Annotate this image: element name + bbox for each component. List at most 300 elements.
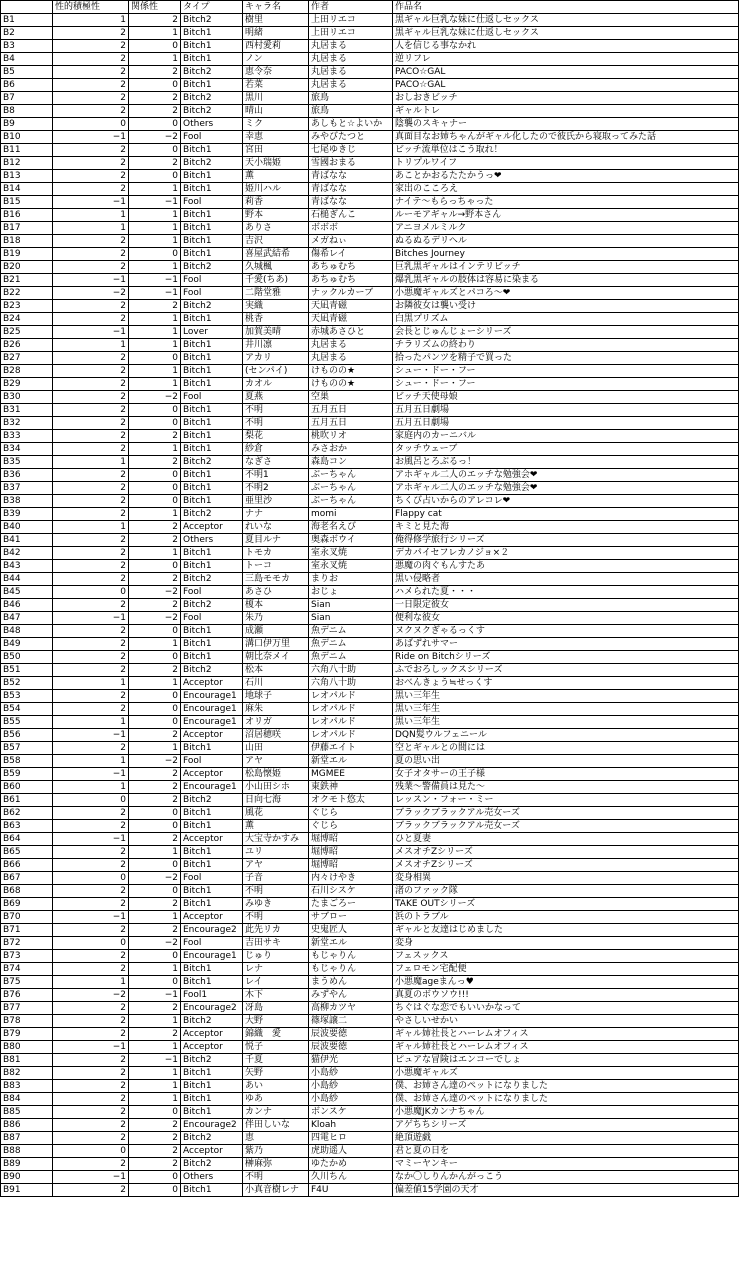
- cell-sexual-activeness[interactable]: 1: [53, 521, 129, 534]
- cell-relationship[interactable]: 1: [129, 339, 181, 352]
- cell-character-name[interactable]: 大野: [243, 1015, 309, 1028]
- cell-author[interactable]: 桃吹リオ: [309, 430, 393, 443]
- cell-work-title[interactable]: アニヨメルミルク: [393, 222, 739, 235]
- cell-work-title[interactable]: チラリズムの終わり: [393, 339, 739, 352]
- cell-type[interactable]: Encourage1: [181, 950, 243, 963]
- cell-character-name[interactable]: 久城楓: [243, 261, 309, 274]
- cell-sexual-activeness[interactable]: 2: [53, 1015, 129, 1028]
- cell-character-name[interactable]: 三島モモカ: [243, 573, 309, 586]
- cell-type[interactable]: Acceptor: [181, 521, 243, 534]
- cell-relationship[interactable]: 1: [129, 846, 181, 859]
- cell-type[interactable]: Bitch2: [181, 1132, 243, 1145]
- cell-character-name[interactable]: 夏目ルナ: [243, 534, 309, 547]
- cell-type[interactable]: Bitch1: [181, 560, 243, 573]
- cell-id[interactable]: B89: [1, 1158, 53, 1171]
- cell-sexual-activeness[interactable]: 2: [53, 482, 129, 495]
- cell-work-title[interactable]: 変身: [393, 937, 739, 950]
- cell-relationship[interactable]: 2: [129, 794, 181, 807]
- cell-sexual-activeness[interactable]: 1: [53, 14, 129, 27]
- cell-relationship[interactable]: 0: [129, 170, 181, 183]
- cell-author[interactable]: 虎助遥人: [309, 1145, 393, 1158]
- cell-character-name[interactable]: なぎさ: [243, 456, 309, 469]
- cell-relationship[interactable]: 1: [129, 326, 181, 339]
- cell-relationship[interactable]: 1: [129, 261, 181, 274]
- cell-relationship[interactable]: 1: [129, 638, 181, 651]
- cell-author[interactable]: ぐじら: [309, 820, 393, 833]
- cell-type[interactable]: Fool: [181, 274, 243, 287]
- cell-sexual-activeness[interactable]: 2: [53, 313, 129, 326]
- cell-id[interactable]: B76: [1, 989, 53, 1002]
- cell-relationship[interactable]: 1: [129, 313, 181, 326]
- cell-author[interactable]: 小島紗: [309, 1080, 393, 1093]
- cell-type[interactable]: Bitch1: [181, 417, 243, 430]
- cell-author[interactable]: 丸居まる: [309, 53, 393, 66]
- cell-work-title[interactable]: 小悪魔ageまんっ♥: [393, 976, 739, 989]
- header-relationship[interactable]: 関係性: [129, 1, 181, 14]
- cell-type[interactable]: Bitch1: [181, 482, 243, 495]
- cell-type[interactable]: Bitch1: [181, 547, 243, 560]
- cell-type[interactable]: Bitch1: [181, 898, 243, 911]
- cell-id[interactable]: B72: [1, 937, 53, 950]
- cell-author[interactable]: メガねぃ: [309, 235, 393, 248]
- cell-id[interactable]: B18: [1, 235, 53, 248]
- cell-relationship[interactable]: 1: [129, 1080, 181, 1093]
- cell-author[interactable]: 伊藤エイト: [309, 742, 393, 755]
- cell-type[interactable]: Bitch1: [181, 430, 243, 443]
- cell-type[interactable]: Others: [181, 118, 243, 131]
- cell-id[interactable]: B71: [1, 924, 53, 937]
- cell-character-name[interactable]: 恵: [243, 1132, 309, 1145]
- cell-relationship[interactable]: 2: [129, 1158, 181, 1171]
- cell-type[interactable]: Bitch1: [181, 846, 243, 859]
- cell-work-title[interactable]: レッスン・フォー・ミー: [393, 794, 739, 807]
- cell-sexual-activeness[interactable]: −1: [53, 911, 129, 924]
- cell-id[interactable]: B37: [1, 482, 53, 495]
- cell-relationship[interactable]: −2: [129, 937, 181, 950]
- cell-character-name[interactable]: 沼居穂咲: [243, 729, 309, 742]
- cell-type[interactable]: Acceptor: [181, 729, 243, 742]
- cell-character-name[interactable]: 姫川ハル: [243, 183, 309, 196]
- cell-sexual-activeness[interactable]: 2: [53, 1158, 129, 1171]
- cell-character-name[interactable]: 不明: [243, 911, 309, 924]
- cell-type[interactable]: Acceptor: [181, 1041, 243, 1054]
- cell-character-name[interactable]: トモカ: [243, 547, 309, 560]
- cell-character-name[interactable]: 此先リカ: [243, 924, 309, 937]
- cell-relationship[interactable]: 0: [129, 482, 181, 495]
- cell-id[interactable]: B64: [1, 833, 53, 846]
- cell-work-title[interactable]: おしおきビッチ: [393, 92, 739, 105]
- cell-type[interactable]: Bitch2: [181, 508, 243, 521]
- cell-relationship[interactable]: 1: [129, 209, 181, 222]
- cell-work-title[interactable]: ひと夏妻: [393, 833, 739, 846]
- cell-work-title[interactable]: あばずれサマー: [393, 638, 739, 651]
- cell-author[interactable]: 丸居まる: [309, 40, 393, 53]
- cell-id[interactable]: B57: [1, 742, 53, 755]
- cell-relationship[interactable]: 2: [129, 157, 181, 170]
- cell-sexual-activeness[interactable]: −1: [53, 833, 129, 846]
- cell-character-name[interactable]: 不明: [243, 417, 309, 430]
- header-id[interactable]: [1, 1, 53, 14]
- cell-sexual-activeness[interactable]: −1: [53, 768, 129, 781]
- cell-author[interactable]: 堀博昭: [309, 833, 393, 846]
- cell-character-name[interactable]: 大宝寺かすみ: [243, 833, 309, 846]
- cell-work-title[interactable]: 家庭内のカーニバル: [393, 430, 739, 443]
- cell-work-title[interactable]: 女子オタサーの王子様: [393, 768, 739, 781]
- cell-author[interactable]: 室永叉焼: [309, 560, 393, 573]
- cell-id[interactable]: B62: [1, 807, 53, 820]
- cell-relationship[interactable]: 0: [129, 690, 181, 703]
- cell-sexual-activeness[interactable]: 2: [53, 1119, 129, 1132]
- cell-type[interactable]: Bitch1: [181, 885, 243, 898]
- cell-type[interactable]: Bitch1: [181, 378, 243, 391]
- cell-type[interactable]: Fool: [181, 612, 243, 625]
- cell-id[interactable]: B8: [1, 105, 53, 118]
- cell-character-name[interactable]: 日向七海: [243, 794, 309, 807]
- cell-id[interactable]: B14: [1, 183, 53, 196]
- cell-id[interactable]: B33: [1, 430, 53, 443]
- cell-work-title[interactable]: PACO☆GAL: [393, 66, 739, 79]
- cell-work-title[interactable]: ビッチ流単位はこう取れ！: [393, 144, 739, 157]
- cell-type[interactable]: Bitch1: [181, 209, 243, 222]
- cell-work-title[interactable]: ナイテ～もらっちゃった: [393, 196, 739, 209]
- cell-id[interactable]: B39: [1, 508, 53, 521]
- cell-character-name[interactable]: ゆあ: [243, 1093, 309, 1106]
- cell-work-title[interactable]: 夏の思い出: [393, 755, 739, 768]
- cell-id[interactable]: B41: [1, 534, 53, 547]
- cell-id[interactable]: B90: [1, 1171, 53, 1184]
- cell-relationship[interactable]: 2: [129, 768, 181, 781]
- cell-type[interactable]: Bitch2: [181, 456, 243, 469]
- cell-author[interactable]: 青ばなな: [309, 170, 393, 183]
- cell-sexual-activeness[interactable]: −1: [53, 196, 129, 209]
- cell-id[interactable]: B67: [1, 872, 53, 885]
- cell-relationship[interactable]: −2: [129, 586, 181, 599]
- cell-sexual-activeness[interactable]: 2: [53, 846, 129, 859]
- cell-character-name[interactable]: 山田: [243, 742, 309, 755]
- cell-relationship[interactable]: 1: [129, 1015, 181, 1028]
- cell-relationship[interactable]: 0: [129, 144, 181, 157]
- cell-author[interactable]: 室永叉焼: [309, 547, 393, 560]
- cell-sexual-activeness[interactable]: 2: [53, 92, 129, 105]
- cell-relationship[interactable]: 0: [129, 40, 181, 53]
- cell-sexual-activeness[interactable]: 2: [53, 1067, 129, 1080]
- cell-character-name[interactable]: 薫: [243, 170, 309, 183]
- header-character-name[interactable]: キャラ名: [243, 1, 309, 14]
- cell-sexual-activeness[interactable]: 2: [53, 1080, 129, 1093]
- cell-work-title[interactable]: お風呂とろぶるっ！: [393, 456, 739, 469]
- cell-relationship[interactable]: 1: [129, 443, 181, 456]
- cell-relationship[interactable]: 2: [129, 14, 181, 27]
- cell-author[interactable]: 小島紗: [309, 1093, 393, 1106]
- cell-sexual-activeness[interactable]: 2: [53, 885, 129, 898]
- cell-character-name[interactable]: トーコ: [243, 560, 309, 573]
- cell-author[interactable]: 青ばなな: [309, 183, 393, 196]
- cell-type[interactable]: Fool: [181, 586, 243, 599]
- cell-author[interactable]: あちゅむち: [309, 261, 393, 274]
- cell-relationship[interactable]: 2: [129, 1132, 181, 1145]
- cell-character-name[interactable]: 不明: [243, 1171, 309, 1184]
- cell-relationship[interactable]: 0: [129, 820, 181, 833]
- cell-type[interactable]: Bitch1: [181, 313, 243, 326]
- cell-character-name[interactable]: アヤ: [243, 755, 309, 768]
- cell-work-title[interactable]: DQN髪ウルフェニール: [393, 729, 739, 742]
- cell-type[interactable]: Acceptor: [181, 911, 243, 924]
- cell-type[interactable]: Fool: [181, 391, 243, 404]
- cell-work-title[interactable]: 浜のトラブル: [393, 911, 739, 924]
- cell-id[interactable]: B42: [1, 547, 53, 560]
- cell-author[interactable]: 東鉄神: [309, 781, 393, 794]
- cell-type[interactable]: Bitch1: [181, 40, 243, 53]
- cell-type[interactable]: Bitch1: [181, 1080, 243, 1093]
- cell-work-title[interactable]: シュー・ドー・フー: [393, 378, 739, 391]
- cell-relationship[interactable]: 0: [129, 1106, 181, 1119]
- cell-type[interactable]: Acceptor: [181, 677, 243, 690]
- cell-work-title[interactable]: デカパイセフレカノジョ×２: [393, 547, 739, 560]
- cell-type[interactable]: Bitch2: [181, 794, 243, 807]
- cell-id[interactable]: B83: [1, 1080, 53, 1093]
- cell-relationship[interactable]: 1: [129, 53, 181, 66]
- cell-sexual-activeness[interactable]: −1: [53, 612, 129, 625]
- cell-id[interactable]: B32: [1, 417, 53, 430]
- cell-relationship[interactable]: 2: [129, 664, 181, 677]
- cell-author[interactable]: MGMEE: [309, 768, 393, 781]
- cell-id[interactable]: B80: [1, 1041, 53, 1054]
- cell-author[interactable]: 海老名えび: [309, 521, 393, 534]
- cell-id[interactable]: B19: [1, 248, 53, 261]
- cell-type[interactable]: Bitch1: [181, 976, 243, 989]
- cell-character-name[interactable]: 井川凛: [243, 339, 309, 352]
- cell-relationship[interactable]: 0: [129, 716, 181, 729]
- cell-character-name[interactable]: 幸恵: [243, 131, 309, 144]
- cell-sexual-activeness[interactable]: 2: [53, 508, 129, 521]
- cell-work-title[interactable]: 悪魔の肉ぐもんすたあ: [393, 560, 739, 573]
- cell-work-title[interactable]: 渚のファック隊: [393, 885, 739, 898]
- cell-author[interactable]: 天凪青磁: [309, 300, 393, 313]
- cell-sexual-activeness[interactable]: 2: [53, 469, 129, 482]
- cell-id[interactable]: B23: [1, 300, 53, 313]
- cell-sexual-activeness[interactable]: 2: [53, 651, 129, 664]
- cell-id[interactable]: B6: [1, 79, 53, 92]
- cell-id[interactable]: B13: [1, 170, 53, 183]
- cell-relationship[interactable]: 0: [129, 1184, 181, 1197]
- cell-character-name[interactable]: 恵令奈: [243, 66, 309, 79]
- cell-id[interactable]: B34: [1, 443, 53, 456]
- cell-author[interactable]: あしもと☆よいか: [309, 118, 393, 131]
- cell-author[interactable]: 傷希レイ: [309, 248, 393, 261]
- cell-id[interactable]: B25: [1, 326, 53, 339]
- cell-sexual-activeness[interactable]: 2: [53, 898, 129, 911]
- cell-relationship[interactable]: −1: [129, 989, 181, 1002]
- cell-id[interactable]: B81: [1, 1054, 53, 1067]
- cell-relationship[interactable]: 2: [129, 924, 181, 937]
- cell-id[interactable]: B11: [1, 144, 53, 157]
- cell-work-title[interactable]: 巨乳黒ギャルはインテリビッチ: [393, 261, 739, 274]
- cell-character-name[interactable]: 宮田: [243, 144, 309, 157]
- cell-sexual-activeness[interactable]: 2: [53, 79, 129, 92]
- cell-work-title[interactable]: 偏差値15学園の天才: [393, 1184, 739, 1197]
- cell-id[interactable]: B58: [1, 755, 53, 768]
- cell-author[interactable]: Sian: [309, 599, 393, 612]
- cell-character-name[interactable]: アヤ: [243, 859, 309, 872]
- cell-character-name[interactable]: 樹里: [243, 14, 309, 27]
- cell-work-title[interactable]: おべんきょう≒せっくす: [393, 677, 739, 690]
- cell-character-name[interactable]: カオル: [243, 378, 309, 391]
- cell-id[interactable]: B45: [1, 586, 53, 599]
- cell-id[interactable]: B84: [1, 1093, 53, 1106]
- cell-id[interactable]: B55: [1, 716, 53, 729]
- cell-sexual-activeness[interactable]: −1: [53, 326, 129, 339]
- cell-relationship[interactable]: 0: [129, 651, 181, 664]
- cell-sexual-activeness[interactable]: 1: [53, 339, 129, 352]
- cell-sexual-activeness[interactable]: 2: [53, 560, 129, 573]
- cell-author[interactable]: ボンスケ: [309, 1106, 393, 1119]
- cell-relationship[interactable]: 0: [129, 404, 181, 417]
- cell-character-name[interactable]: 紗倉: [243, 443, 309, 456]
- cell-author[interactable]: みずやん: [309, 989, 393, 1002]
- cell-relationship[interactable]: 2: [129, 781, 181, 794]
- cell-id[interactable]: B9: [1, 118, 53, 131]
- cell-sexual-activeness[interactable]: −1: [53, 274, 129, 287]
- cell-sexual-activeness[interactable]: 2: [53, 1132, 129, 1145]
- cell-character-name[interactable]: 天小瑞姫: [243, 157, 309, 170]
- cell-work-title[interactable]: 真面目なお姉ちゃんがギャル化したので彼氏から寝取ってみた話: [393, 131, 739, 144]
- cell-author[interactable]: 高柳カツヤ: [309, 1002, 393, 1015]
- cell-work-title[interactable]: お隣彼女は襲い受け: [393, 300, 739, 313]
- cell-id[interactable]: B75: [1, 976, 53, 989]
- cell-relationship[interactable]: 2: [129, 573, 181, 586]
- cell-sexual-activeness[interactable]: 2: [53, 170, 129, 183]
- cell-id[interactable]: B43: [1, 560, 53, 573]
- cell-relationship[interactable]: 2: [129, 1028, 181, 1041]
- cell-id[interactable]: B7: [1, 92, 53, 105]
- cell-author[interactable]: ぶーちゃん: [309, 469, 393, 482]
- cell-id[interactable]: B29: [1, 378, 53, 391]
- cell-work-title[interactable]: ブラックブラックアル売女ーズ: [393, 807, 739, 820]
- cell-type[interactable]: Bitch1: [181, 651, 243, 664]
- cell-sexual-activeness[interactable]: 2: [53, 547, 129, 560]
- cell-type[interactable]: Acceptor: [181, 768, 243, 781]
- cell-character-name[interactable]: 莉香: [243, 196, 309, 209]
- cell-sexual-activeness[interactable]: 2: [53, 495, 129, 508]
- cell-author[interactable]: 五月五日: [309, 404, 393, 417]
- cell-author[interactable]: みさおか: [309, 443, 393, 456]
- cell-author[interactable]: 史鬼匠人: [309, 924, 393, 937]
- cell-sexual-activeness[interactable]: 1: [53, 976, 129, 989]
- cell-relationship[interactable]: 2: [129, 1002, 181, 1015]
- cell-relationship[interactable]: 1: [129, 222, 181, 235]
- cell-character-name[interactable]: 松島懐姫: [243, 768, 309, 781]
- cell-work-title[interactable]: 逆リフレ: [393, 53, 739, 66]
- cell-author[interactable]: 猫伊光: [309, 1054, 393, 1067]
- cell-work-title[interactable]: シュー・ドー・フー: [393, 365, 739, 378]
- cell-work-title[interactable]: 残業～警備員は見た～: [393, 781, 739, 794]
- cell-id[interactable]: B50: [1, 651, 53, 664]
- cell-work-title[interactable]: あことかおるたたかうっ❤: [393, 170, 739, 183]
- cell-character-name[interactable]: 朝比奈メイ: [243, 651, 309, 664]
- cell-sexual-activeness[interactable]: 1: [53, 209, 129, 222]
- cell-relationship[interactable]: 0: [129, 859, 181, 872]
- cell-work-title[interactable]: ブラックブラックアル売女ーズ: [393, 820, 739, 833]
- cell-sexual-activeness[interactable]: 2: [53, 599, 129, 612]
- cell-character-name[interactable]: 木下: [243, 989, 309, 1002]
- cell-character-name[interactable]: 小山田シホ: [243, 781, 309, 794]
- cell-id[interactable]: B70: [1, 911, 53, 924]
- cell-type[interactable]: Fool: [181, 937, 243, 950]
- cell-author[interactable]: 篠塚譲二: [309, 1015, 393, 1028]
- cell-id[interactable]: B59: [1, 768, 53, 781]
- cell-relationship[interactable]: 1: [129, 911, 181, 924]
- cell-sexual-activeness[interactable]: 2: [53, 950, 129, 963]
- cell-id[interactable]: B78: [1, 1015, 53, 1028]
- cell-author[interactable]: 丸居まる: [309, 339, 393, 352]
- cell-relationship[interactable]: 0: [129, 560, 181, 573]
- cell-character-name[interactable]: 若菜: [243, 79, 309, 92]
- cell-sexual-activeness[interactable]: 2: [53, 1106, 129, 1119]
- cell-sexual-activeness[interactable]: 2: [53, 66, 129, 79]
- cell-author[interactable]: 丸居まる: [309, 66, 393, 79]
- cell-type[interactable]: Others: [181, 534, 243, 547]
- cell-character-name[interactable]: ありさ: [243, 222, 309, 235]
- cell-work-title[interactable]: ギャルと友達はじめました: [393, 924, 739, 937]
- cell-author[interactable]: 七尾ゆきじ: [309, 144, 393, 157]
- cell-character-name[interactable]: 亜里沙: [243, 495, 309, 508]
- cell-work-title[interactable]: 真夏のボウソウ!!!: [393, 989, 739, 1002]
- cell-character-name[interactable]: 野本: [243, 209, 309, 222]
- cell-author[interactable]: 石槌ぎんこ: [309, 209, 393, 222]
- cell-relationship[interactable]: 2: [129, 456, 181, 469]
- cell-work-title[interactable]: 黒い三年生: [393, 716, 739, 729]
- cell-work-title[interactable]: ルーモアギャル→野本さん: [393, 209, 739, 222]
- cell-work-title[interactable]: 僕、お姉さん達のペットになりました: [393, 1093, 739, 1106]
- cell-work-title[interactable]: ギャル姉社長とハーレムオフィス: [393, 1028, 739, 1041]
- cell-author[interactable]: 石川シスケ: [309, 885, 393, 898]
- cell-id[interactable]: B86: [1, 1119, 53, 1132]
- cell-character-name[interactable]: 麻朱: [243, 703, 309, 716]
- cell-character-name[interactable]: ノン: [243, 53, 309, 66]
- cell-relationship[interactable]: 2: [129, 1119, 181, 1132]
- cell-type[interactable]: Bitch1: [181, 248, 243, 261]
- cell-sexual-activeness[interactable]: 0: [53, 586, 129, 599]
- cell-character-name[interactable]: 伴田しいな: [243, 1119, 309, 1132]
- cell-sexual-activeness[interactable]: 1: [53, 781, 129, 794]
- cell-author[interactable]: 小島紗: [309, 1067, 393, 1080]
- cell-sexual-activeness[interactable]: −2: [53, 287, 129, 300]
- cell-author[interactable]: 堀博昭: [309, 859, 393, 872]
- cell-work-title[interactable]: なか〇しりんかんがっこう: [393, 1171, 739, 1184]
- cell-id[interactable]: B65: [1, 846, 53, 859]
- cell-relationship[interactable]: 1: [129, 547, 181, 560]
- cell-author[interactable]: 久川ちん: [309, 1171, 393, 1184]
- cell-author[interactable]: けものの★: [309, 365, 393, 378]
- cell-sexual-activeness[interactable]: 2: [53, 638, 129, 651]
- cell-type[interactable]: Bitch1: [181, 170, 243, 183]
- header-work-title[interactable]: 作品名: [393, 1, 739, 14]
- cell-id[interactable]: B27: [1, 352, 53, 365]
- cell-relationship[interactable]: 2: [129, 833, 181, 846]
- cell-character-name[interactable]: みゆき: [243, 898, 309, 911]
- cell-author[interactable]: Kloah: [309, 1119, 393, 1132]
- cell-character-name[interactable]: 小真音樹レナ: [243, 1184, 309, 1197]
- cell-type[interactable]: Bitch1: [181, 495, 243, 508]
- cell-relationship[interactable]: 2: [129, 92, 181, 105]
- cell-author[interactable]: まりお: [309, 573, 393, 586]
- cell-relationship[interactable]: 2: [129, 430, 181, 443]
- cell-author[interactable]: ゆたかめ: [309, 1158, 393, 1171]
- cell-work-title[interactable]: 黒ギャル巨乳な妹に仕返しセックス: [393, 14, 739, 27]
- cell-sexual-activeness[interactable]: 2: [53, 573, 129, 586]
- cell-relationship[interactable]: 1: [129, 508, 181, 521]
- cell-work-title[interactable]: Ride on Bitchシリーズ: [393, 651, 739, 664]
